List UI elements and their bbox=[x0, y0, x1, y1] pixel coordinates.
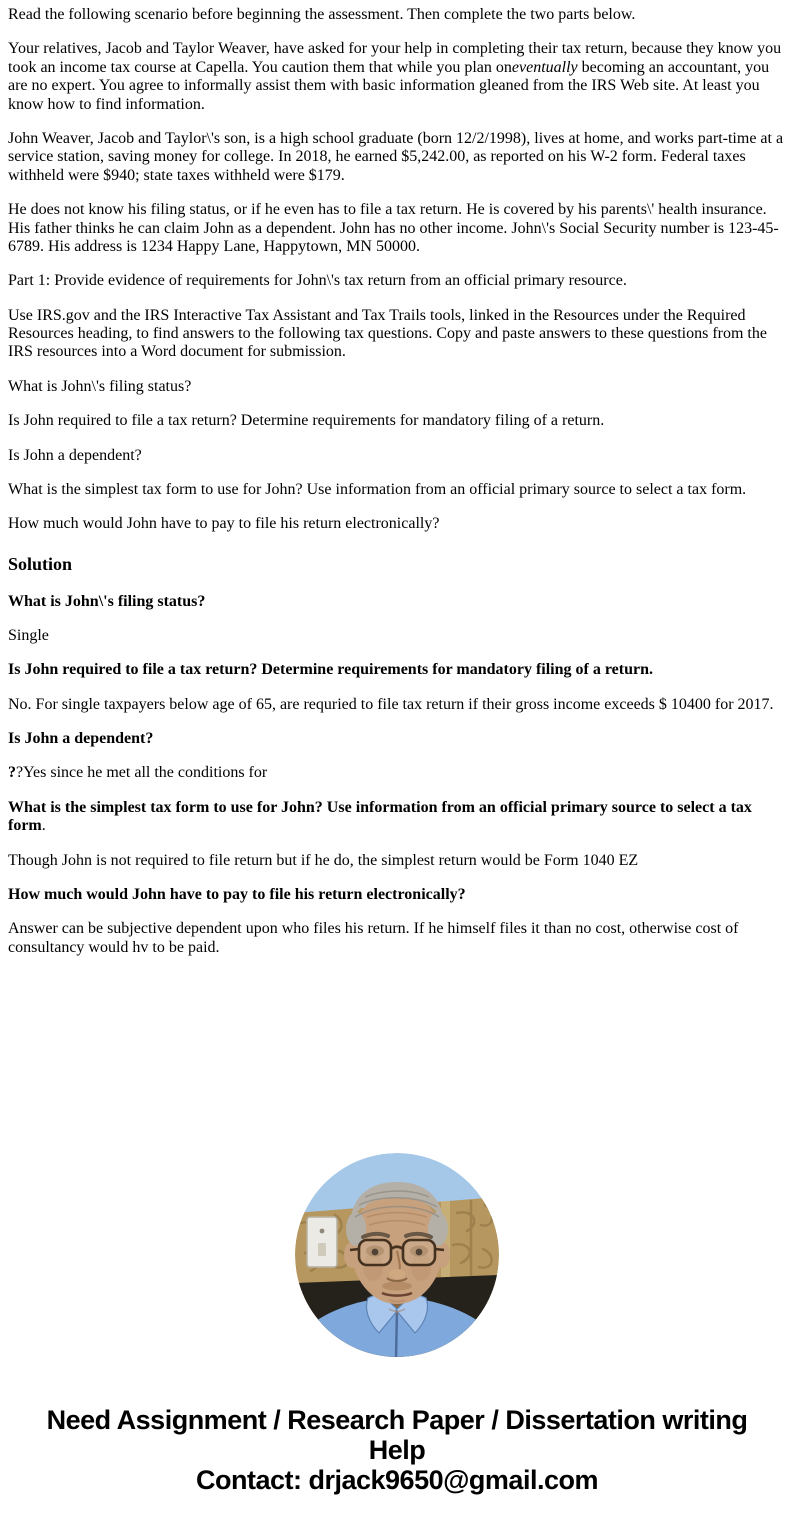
solution-answer-2: No. For single taxpayers below age of 65, are requried to file tax return if their gross income exceeds $ 10400 for 2017. bbox=[8, 695, 774, 713]
question-required-to-file: Is John required to file a tax return? Determine requirements for mandatory filing of a return. bbox=[8, 412, 605, 430]
solution-heading: Solution bbox=[8, 553, 73, 574]
solution-question-1: What is John\'s filing status? bbox=[8, 592, 206, 610]
answer-3-text: ?Yes since he met all the conditions for bbox=[16, 764, 268, 782]
solution-answer-1: Single bbox=[8, 626, 49, 644]
man-portrait-photo bbox=[295, 1153, 499, 1357]
question-simplest-form: What is the simplest tax form to use for John? Use information from an official primary source to select a tax form. bbox=[8, 481, 747, 499]
instructions-paragraph: Use IRS.gov and the IRS Interactive Tax Assistant and Tax Trails tools, linked in the Resources under the Required Resources heading, to find answers to the following tax questions. Copy and paste answers to these questions from the IRS resources into a Word document for submission. bbox=[8, 306, 767, 361]
solution-answer-4: Though John is not required to file return but if he do, the simplest return would be Form 1040 EZ bbox=[8, 851, 639, 869]
question-efile-cost: How much would John have to pay to file his return electronically? bbox=[8, 515, 440, 533]
answer-3-bold-prefix: ? bbox=[8, 764, 16, 782]
solution-question-2: Is John required to file a tax return? Determine requirements for mandatory filing of a return. bbox=[8, 661, 653, 679]
promo-contact: Contact: drjack9650@gmail.com bbox=[196, 1465, 598, 1496]
filing-info-paragraph: He does not know his filing status, or if he even has to file a tax return. He is covered by his parents\' health insurance. His father thinks he can claim John as a dependent. John has no other income. John\'s Social Security number is 123-45-6789. His address is 1234 Happy Lane, Happytown, MN 50000. bbox=[8, 201, 779, 255]
promo-heading: Need Assignment / Research Paper / Dissertation writing Help bbox=[46, 1405, 748, 1466]
john-info-paragraph: John Weaver, Jacob and Taylor\'s son, is a high school graduate (born 12/2/1998), lives at home, and works part-time at a service station, saving money for college. In 2018, he earned $5,242.00, as reported on his W-2 form. Federal taxes withheld were $940; state taxes withheld were $179. bbox=[8, 129, 784, 184]
question-dependent: Is John a dependent? bbox=[8, 446, 142, 464]
switch-plate bbox=[307, 1217, 337, 1267]
scenario-text-before: Your relatives, Jacob and Taylor Weaver, have asked for your help in completing their tax return, because they know you took an income tax course at Capella. You caution them that while you plan on bbox=[8, 40, 782, 76]
scenario-text-after: becoming an accountant, you are no expert. You agree to informally assist them with basic information gleaned from the IRS Web site. At least you know how to find information. bbox=[8, 58, 770, 113]
promo-banner bbox=[8, 1405, 786, 1495]
solution-answer-3 bbox=[8, 764, 786, 782]
solution-question-5: How much would John have to pay to file his return electronically? bbox=[8, 886, 466, 904]
question-filing-status: What is John\'s filing status? bbox=[8, 377, 192, 395]
intro-paragraph: Read the following scenario before beginning the assessment. Then complete the two parts below. bbox=[8, 6, 636, 23]
part1-statement: Part 1: Provide evidence of requirements for John\'s tax return from an official primary resource. bbox=[8, 272, 627, 290]
scenario-paragraph bbox=[8, 40, 786, 114]
avatar bbox=[295, 1153, 499, 1357]
solution-question-4 bbox=[8, 799, 786, 836]
upper-lip-shadow bbox=[382, 1282, 412, 1291]
solution-question-3: Is John a dependent? bbox=[8, 730, 154, 748]
shirt-placket bbox=[396, 1309, 397, 1357]
question-4-bold-text: What is the simplest tax form to use for John? Use information from an official primary source to select a tax form bbox=[8, 798, 752, 835]
scenario-text-italic: eventually bbox=[511, 58, 578, 76]
solution-answer-5: Answer can be subjective dependent upon who files his return. If he himself files it than no cost, otherwise cost of consultancy would hv to be paid. bbox=[8, 920, 739, 956]
question-4-period: . bbox=[41, 817, 46, 835]
